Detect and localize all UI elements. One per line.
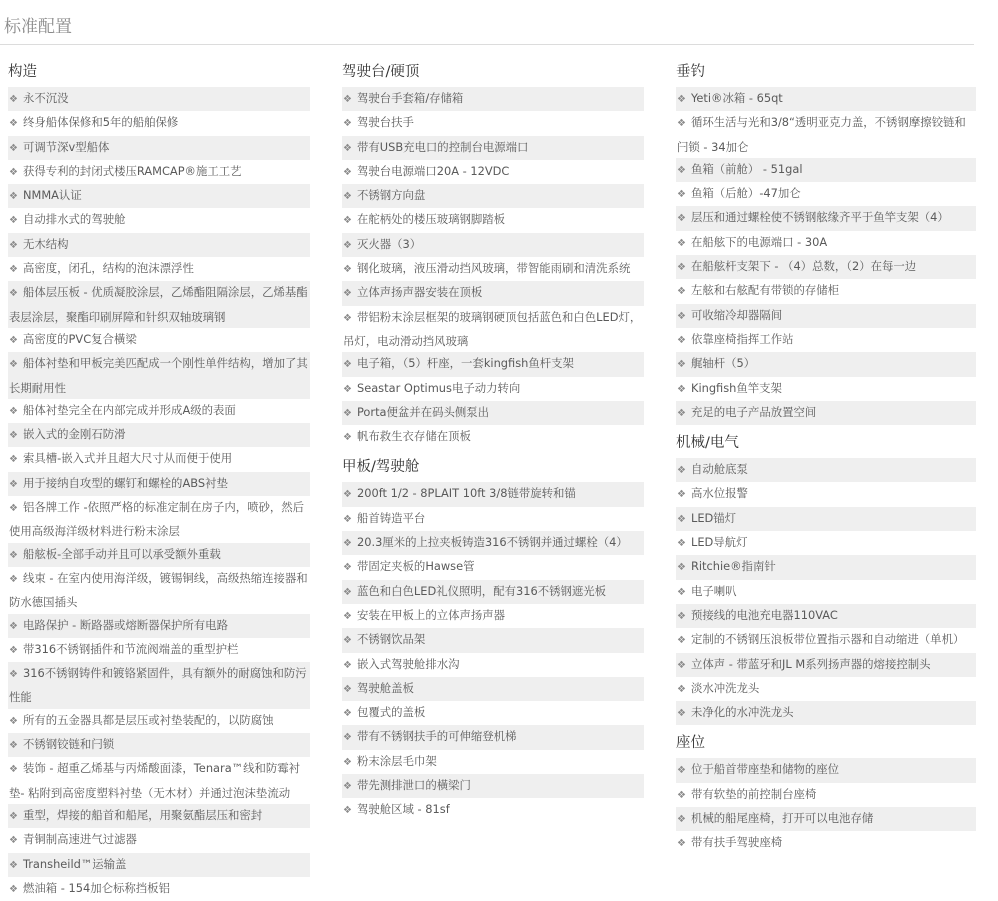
diamond-bullet-icon: ❖: [9, 94, 18, 105]
diamond-bullet-icon: ❖: [9, 288, 18, 300]
spec-item-text: 定制的不锈钢压浪板带位置指示器和自动缩进（单机）: [690, 632, 965, 647]
spec-section: [342, 62, 644, 449]
spec-item: [342, 604, 644, 628]
diamond-bullet-icon: ❖: [677, 189, 686, 201]
diamond-bullet-icon: ❖: [677, 359, 686, 371]
spec-item-text: 钢化玻璃，液压滑动挡风玻璃，带智能雨刷和清洗系统: [356, 261, 631, 276]
spec-item-text: 船体衬垫完全在内部完成并形成A级的表面: [22, 402, 236, 417]
spec-item-text: 立体声扬声器安装在顶板: [356, 285, 483, 300]
spec-item: [8, 87, 310, 111]
spec-item: [676, 401, 976, 425]
spec-item: [676, 158, 976, 182]
spec-item-text: LED导航灯: [690, 535, 748, 550]
spec-item: [8, 853, 310, 877]
diamond-bullet-icon: ❖: [9, 334, 18, 346]
diamond-bullet-icon: ❖: [9, 810, 18, 822]
spec-section: [8, 62, 310, 901]
diamond-bullet-icon: ❖: [9, 118, 18, 130]
spec-item: [342, 750, 644, 774]
diamond-bullet-icon: ❖: [9, 503, 18, 515]
spec-item: [676, 111, 976, 158]
diamond-bullet-icon: ❖: [9, 405, 18, 417]
diamond-bullet-icon: ❖: [9, 239, 18, 251]
spec-item-text: 安装在甲板上的立体声扬声器: [356, 607, 506, 622]
spec-item-text: 电路保护 - 断路器或熔断器保护所有电路: [22, 617, 228, 632]
diamond-bullet-icon: ❖: [343, 118, 352, 130]
spec-item: [342, 507, 644, 531]
spec-item-text: 带有软垫的前控制台座椅: [690, 786, 817, 801]
spec-item-text: 20.3厘米的上拉夹板铸造316不锈钢并通过螺栓（4）: [356, 535, 628, 550]
spec-item: [8, 662, 310, 709]
diamond-bullet-icon: ❖: [677, 538, 686, 550]
spec-item-text: 在船舷下的电源端口 - 30A: [690, 234, 828, 249]
spec-item-text: 永不沉没: [22, 91, 69, 105]
spec-item-text: 蓝色和白色LED礼仪照明，配有316不锈钢遮光板: [356, 583, 607, 598]
spec-item: [342, 233, 644, 257]
diamond-bullet-icon: ❖: [677, 334, 686, 346]
spec-item: [8, 709, 310, 733]
spec-item-text: 驾驶台手套箱/存储箱: [356, 91, 464, 105]
spec-item-text: 预接线的电池充电器110VAC: [690, 607, 838, 622]
spec-item-text: 不锈钢方向盘: [356, 188, 426, 203]
diamond-bullet-icon: ❖: [343, 635, 352, 647]
spec-item: [676, 831, 976, 855]
spec-item: [676, 377, 976, 401]
spec-item: [342, 725, 644, 749]
spec-item: [676, 352, 976, 376]
spec-item: [8, 423, 310, 447]
diamond-bullet-icon: ❖: [677, 262, 686, 274]
spec-item-text: 未净化的水冲洗龙头: [690, 705, 794, 720]
spec-item: [342, 136, 644, 160]
spec-item-text: Seastar Optimus电子动力转向: [356, 380, 521, 395]
spec-item-text: 带有USB充电口的控制台电源端口: [356, 139, 529, 154]
spec-item: [342, 482, 644, 506]
diamond-bullet-icon: ❖: [677, 789, 686, 801]
spec-item: [8, 804, 310, 828]
spec-item: [342, 628, 644, 652]
diamond-bullet-icon: ❖: [677, 94, 686, 105]
spec-item: [8, 352, 310, 399]
spec-item-text: 索具槽-嵌入式并且超大尺寸从而便于使用: [22, 451, 233, 466]
diamond-bullet-icon: ❖: [343, 264, 352, 276]
spec-item: [342, 208, 644, 232]
diamond-bullet-icon: ❖: [9, 142, 18, 154]
section-title: 垂钓: [676, 64, 705, 80]
diamond-bullet-icon: ❖: [343, 166, 352, 178]
column-3: [676, 62, 976, 856]
spec-item-text: 电子喇叭: [690, 583, 737, 598]
spec-item-text: 不锈钢铰链和闩锁: [22, 737, 115, 752]
spec-item-text: 在船舷杆支架下 - （4）总数，（2）在每一边: [690, 259, 917, 274]
spec-item-text: Transheild™运输盖: [22, 856, 127, 871]
diamond-bullet-icon: ❖: [9, 883, 18, 895]
spec-item: [342, 184, 644, 208]
diamond-bullet-icon: ❖: [9, 430, 18, 442]
spec-item: [8, 160, 310, 184]
spec-item-text: 船首铸造平台: [356, 510, 426, 525]
spec-item-text: 不锈钢饮品架: [356, 632, 426, 647]
spec-item-text: 200ft 1/2 - 8PLAIT 10ft 3/8链带旋转和锚: [356, 486, 576, 501]
diamond-bullet-icon: ❖: [9, 764, 18, 776]
spec-item-text: 带先测排泄口的橫梁门: [356, 778, 471, 793]
spec-section: [676, 733, 976, 855]
diamond-bullet-icon: ❖: [677, 765, 686, 777]
spec-item: [8, 733, 310, 757]
spec-item-text: 高密度的PVC复合橫梁: [22, 331, 137, 346]
diamond-bullet-icon: ❖: [677, 237, 686, 249]
spec-item-text: 线束 - 在室内使用海洋级，镀锡铜线，高级热缩连接器和防水德国插头: [9, 570, 308, 610]
spec-item-text: 鱼箱（后舱）-47加仑: [690, 186, 801, 201]
spec-item: [676, 628, 976, 652]
spec-item-text: 灭火器（3）: [356, 236, 422, 251]
spec-item: [342, 677, 644, 701]
diamond-bullet-icon: ❖: [343, 708, 352, 720]
spec-item: [342, 160, 644, 184]
diamond-bullet-icon: ❖: [677, 465, 686, 477]
spec-item-text: 带有不锈钢扶手的可伸缩登机梯: [356, 729, 517, 744]
diamond-bullet-icon: ❖: [677, 164, 686, 176]
spec-item: [342, 531, 644, 555]
diamond-bullet-icon: ❖: [343, 513, 352, 525]
spec-item-text: 重型，焊接的船首和船尾，用聚氨酯层压和密封: [22, 807, 263, 822]
spec-item-text: 立体声 - 带蓝牙和JL M系列扬声器的熔接控制头: [690, 656, 931, 671]
spec-item: [676, 604, 976, 628]
section-title: 构造: [8, 64, 37, 80]
spec-item: [676, 701, 976, 725]
spec-item-text: 带有扶手驾驶座椅: [690, 835, 783, 850]
spec-item: [342, 352, 644, 376]
diamond-bullet-icon: ❖: [343, 781, 352, 793]
diamond-bullet-icon: ❖: [343, 610, 352, 622]
diamond-bullet-icon: ❖: [343, 359, 352, 371]
spec-section: [342, 457, 644, 822]
spec-item: [8, 877, 310, 901]
column-1: [8, 62, 310, 901]
spec-item: [676, 87, 976, 111]
spec-item: [8, 757, 310, 804]
spec-item: [8, 472, 310, 496]
diamond-bullet-icon: ❖: [677, 118, 686, 130]
spec-item: [676, 279, 976, 303]
spec-item-text: 驾驶台扶手: [356, 115, 414, 130]
spec-item-text: 高水位报警: [690, 486, 748, 501]
spec-item-text: 驾驶舱区域 - 81sf: [356, 802, 450, 817]
spec-item-text: 所有的五金器具都是层压或衬垫装配的，以防腐蚀: [22, 712, 274, 727]
spec-item-text: 用于接纳自攻型的螺钉和螺栓的ABS衬垫: [22, 475, 228, 490]
column-2: [342, 62, 644, 823]
diamond-bullet-icon: ❖: [9, 215, 18, 227]
spec-item: [342, 580, 644, 604]
spec-item-text: 电子箱，（5）杆座，一套kingfish鱼杆支架: [356, 356, 574, 371]
spec-list: [8, 87, 310, 901]
diamond-bullet-icon: ❖: [343, 142, 352, 154]
spec-item: [676, 507, 976, 531]
spec-item-text: 粉末涂层毛巾架: [356, 753, 437, 768]
spec-item-text: 自动排水式的驾驶舱: [22, 212, 126, 227]
spec-item-text: 装饰 - 超重乙烯基与丙烯酸面漆，Tenara™线和防霉衬垫- 粘附到高密度塑料衬垫（无木材）并通过泡沫垫流动: [9, 761, 301, 800]
spec-item: [676, 255, 976, 279]
spec-item: [342, 377, 644, 401]
diamond-bullet-icon: ❖: [343, 538, 352, 550]
diamond-bullet-icon: ❖: [343, 215, 352, 227]
diamond-bullet-icon: ❖: [343, 489, 352, 501]
spec-section: [676, 433, 976, 725]
diamond-bullet-icon: ❖: [677, 659, 686, 671]
spec-item: [676, 231, 976, 255]
spec-item: [342, 798, 644, 822]
diamond-bullet-icon: ❖: [9, 478, 18, 490]
spec-item-text: 船舷板-全部手动并且可以承受额外重载: [22, 546, 221, 561]
spec-item: [8, 447, 310, 471]
spec-item: [8, 638, 310, 662]
spec-item: [8, 399, 310, 423]
spec-item-text: 青铜制高速进气过滤器: [22, 832, 137, 847]
spec-item-text: Yeti®冰箱 - 65qt: [690, 91, 783, 105]
diamond-bullet-icon: ❖: [677, 586, 686, 598]
diamond-bullet-icon: ❖: [9, 620, 18, 632]
spec-item: [676, 807, 976, 831]
spec-item: [676, 328, 976, 352]
section-title: 座位: [676, 735, 705, 752]
spec-item-text: 燃油箱 - 154加仑标称挡板铝: [22, 880, 170, 895]
spec-item-text: 充足的电子产品放置空间: [690, 404, 817, 419]
diamond-bullet-icon: ❖: [677, 814, 686, 826]
page-title: 标准配置: [4, 17, 72, 37]
diamond-bullet-icon: ❖: [677, 286, 686, 298]
diamond-bullet-icon: ❖: [343, 288, 352, 300]
spec-item-text: 嵌入式驾驶舱排水沟: [356, 656, 460, 671]
spec-item: [8, 567, 310, 614]
spec-item-text: 左舷和右舷配有带锁的存储柜: [690, 283, 840, 298]
spec-item-text: 包覆式的盖板: [356, 705, 426, 720]
diamond-bullet-icon: ❖: [9, 573, 18, 585]
spec-item-text: 嵌入式的金刚石防滑: [22, 427, 126, 442]
diamond-bullet-icon: ❖: [677, 610, 686, 622]
spec-item: [8, 328, 310, 352]
spec-item: [8, 281, 310, 328]
spec-item: [342, 774, 644, 798]
spec-item: [8, 136, 310, 160]
spec-item: [8, 614, 310, 638]
diamond-bullet-icon: ❖: [343, 407, 352, 419]
diamond-bullet-icon: ❖: [677, 407, 686, 419]
spec-item: [8, 496, 310, 543]
spec-item: [676, 531, 976, 555]
spec-item: [342, 306, 644, 353]
diamond-bullet-icon: ❖: [9, 835, 18, 847]
spec-item-text: 带铝粉末涂层框架的玻璃钢硬顶包括蓝色和白色LED灯，吊灯，电动滑动挡风玻璃: [343, 309, 642, 348]
spec-item-text: 层压和通过螺栓使不锈钢舷缘齐平于鱼竿支架（4）: [690, 210, 949, 225]
spec-item-text: 循环生活与光和3/8“透明亚克力盖，不锈钢摩擦铰链和闩锁 - 34加仑: [677, 115, 966, 154]
spec-item: [676, 304, 976, 328]
spec-item-text: 带316不锈钢插件和节流阀端盖的重型护栏: [22, 641, 239, 656]
diamond-bullet-icon: ❖: [677, 310, 686, 322]
spec-item: [8, 233, 310, 257]
spec-item: [676, 555, 976, 579]
spec-item-text: 316不锈钢铸件和镀铬紧固件，具有额外的耐腐蚀和防污性能: [9, 666, 307, 705]
spec-item-text: 船体衬垫和甲板完美匹配成一个刚性单件结构，增加了其长期耐用性: [9, 356, 308, 395]
diamond-bullet-icon: ❖: [677, 489, 686, 501]
spec-item-text: 淡水冲洗龙头: [690, 680, 760, 695]
spec-item-text: 可调节深v型船体: [22, 139, 110, 154]
spec-item: [676, 758, 976, 782]
spec-item: [676, 458, 976, 482]
spec-item-text: 终身船体保修和5年的船舶保修: [22, 115, 179, 130]
diamond-bullet-icon: ❖: [343, 562, 352, 574]
spec-item-text: Ritchie®指南针: [690, 559, 776, 574]
spec-item: [342, 401, 644, 425]
spec-item-text: 获得专利的封闭式楼压RAMCAP®施工工艺: [22, 163, 242, 178]
diamond-bullet-icon: ❖: [343, 659, 352, 671]
spec-item: [676, 677, 976, 701]
spec-item: [342, 425, 644, 449]
diamond-bullet-icon: ❖: [9, 264, 18, 276]
spec-item: [8, 257, 310, 281]
diamond-bullet-icon: ❖: [343, 239, 352, 251]
spec-list: [342, 87, 644, 449]
spec-item: [676, 783, 976, 807]
diamond-bullet-icon: ❖: [343, 586, 352, 598]
spec-item: [676, 182, 976, 206]
spec-item-text: Porta便盆并在码头侧泵出: [356, 404, 490, 419]
spec-item-text: 艉轴杆（5）: [690, 356, 756, 371]
diamond-bullet-icon: ❖: [9, 740, 18, 752]
section-title: 甲板/驾驶舱: [342, 459, 420, 476]
spec-item-text: 铝各牌工作 -依照严格的标准定制在房子内，喷砂，然后使用高级海洋级材料进行粉末涂层: [9, 500, 305, 539]
spec-item: [8, 543, 310, 567]
spec-item: [676, 206, 976, 230]
spec-item-text: 驾驶舱盖板: [356, 680, 414, 695]
spec-item-text: Kingfish鱼竿支架: [690, 380, 782, 395]
spec-item: [342, 653, 644, 677]
spec-item-text: 可收缩冷却器隔间: [690, 307, 783, 322]
spec-item: [8, 184, 310, 208]
spec-item-text: 无木结构: [22, 236, 69, 251]
diamond-bullet-icon: ❖: [677, 562, 686, 574]
diamond-bullet-icon: ❖: [343, 732, 352, 744]
spec-list: [676, 458, 976, 725]
spec-item-text: 在舵柄处的楼压玻璃钢脚踏板: [356, 212, 506, 227]
spec-item: [676, 580, 976, 604]
spec-item: [342, 555, 644, 579]
diamond-bullet-icon: ❖: [9, 454, 18, 466]
spec-item-text: 驾驶台电源端口20A - 12VDC: [356, 163, 510, 178]
diamond-bullet-icon: ❖: [9, 359, 18, 371]
spec-section: [676, 62, 976, 425]
spec-item-text: 自动舱底泵: [690, 462, 748, 477]
spec-item: [676, 482, 976, 506]
diamond-bullet-icon: ❖: [677, 383, 686, 395]
spec-item: [8, 111, 310, 135]
spec-item-text: 鱼箱（前舱） - 51gal: [690, 161, 803, 176]
spec-item: [8, 828, 310, 852]
diamond-bullet-icon: ❖: [677, 683, 686, 695]
spec-item-text: LED锚灯: [690, 510, 737, 525]
spec-list: [676, 758, 976, 855]
spec-item: [342, 111, 644, 135]
diamond-bullet-icon: ❖: [9, 166, 18, 178]
diamond-bullet-icon: ❖: [343, 191, 352, 203]
diamond-bullet-icon: ❖: [677, 213, 686, 225]
diamond-bullet-icon: ❖: [9, 715, 18, 727]
diamond-bullet-icon: ❖: [9, 549, 18, 561]
diamond-bullet-icon: ❖: [677, 708, 686, 720]
spec-item: [342, 281, 644, 305]
diamond-bullet-icon: ❖: [343, 432, 352, 444]
section-title: 机械/电气: [676, 435, 739, 452]
spec-item-text: 帆布救生衣存储在顶板: [356, 429, 471, 444]
spec-item: [342, 257, 644, 281]
diamond-bullet-icon: ❖: [9, 859, 18, 871]
spec-item: [342, 87, 644, 111]
spec-item: [342, 701, 644, 725]
diamond-bullet-icon: ❖: [343, 312, 352, 324]
spec-list: [342, 482, 644, 822]
diamond-bullet-icon: ❖: [677, 513, 686, 525]
spec-item-text: 依靠座椅指挥工作站: [690, 331, 794, 346]
diamond-bullet-icon: ❖: [343, 756, 352, 768]
diamond-bullet-icon: ❖: [677, 635, 686, 647]
diamond-bullet-icon: ❖: [677, 838, 686, 850]
spec-item: [676, 653, 976, 677]
spec-item-text: 船体层压板 - 优质凝胶涂层，乙烯酯阻隔涂层，乙烯基酯表层涂层，聚酯印刷屏障和针织双轴玻璃钢: [9, 285, 308, 324]
spec-item: [8, 208, 310, 232]
diamond-bullet-icon: ❖: [343, 94, 352, 105]
section-title: 驾驶台/硬顶: [342, 64, 420, 80]
diamond-bullet-icon: ❖: [9, 669, 18, 681]
diamond-bullet-icon: ❖: [9, 644, 18, 656]
spec-list: [676, 87, 976, 425]
title-divider: [0, 44, 974, 45]
diamond-bullet-icon: ❖: [343, 683, 352, 695]
diamond-bullet-icon: ❖: [9, 191, 18, 203]
diamond-bullet-icon: ❖: [343, 383, 352, 395]
spec-item-text: 位于船首带座垫和储物的座位: [690, 762, 840, 777]
spec-item-text: NMMA认证: [22, 188, 82, 203]
spec-item-text: 带固定夹板的Hawse管: [356, 559, 475, 574]
diamond-bullet-icon: ❖: [343, 805, 352, 817]
spec-item-text: 机械的船尾座椅，打开可以电池存储: [690, 811, 874, 826]
spec-item-text: 高密度，闭孔，结构的泡沫漂浮性: [22, 261, 194, 276]
